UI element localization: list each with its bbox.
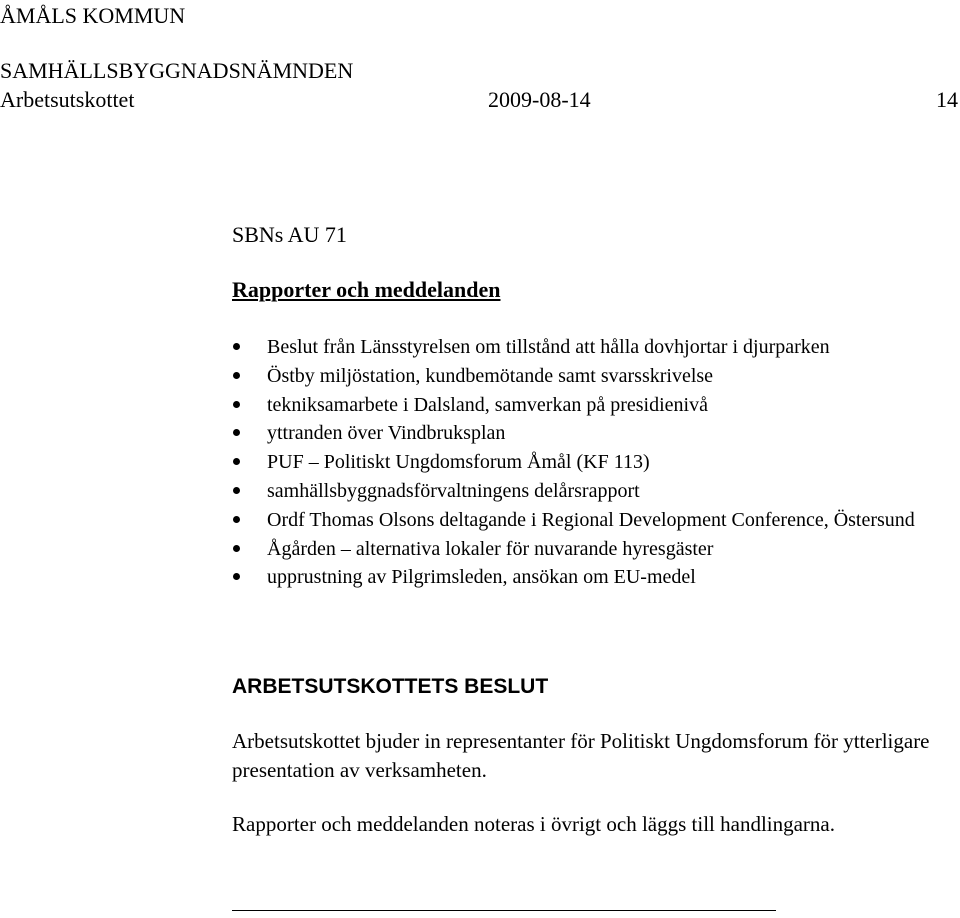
list-item [232, 362, 952, 391]
list-item-text: Beslut från Länsstyrelsen om tillstånd att hålla dovhjortar i djurparken [267, 336, 830, 358]
list-item [232, 419, 952, 448]
bullet-icon [233, 573, 240, 580]
bullet-icon [233, 458, 240, 465]
list-item-text: Östby miljöstation, kundbemötande samt svarsskrivelse [267, 364, 714, 387]
section-paragraph-id: SBNs AU 71 [232, 222, 347, 247]
bullet-icon [233, 401, 240, 408]
committee-name: Arbetsutskottet [0, 87, 135, 112]
list-item-text: yttranden över Vindbruksplan [267, 422, 506, 445]
list-item-text: samhällsbyggnadsförvaltningens delårsrapport [267, 479, 640, 502]
section-title: Rapporter och meddelanden [232, 277, 501, 302]
decision-paragraph: Arbetsutskottet bjuder in representanter för Politiskt Ungdomsforum för ytterligare presentation av verksamheten. [232, 729, 930, 782]
list-item [232, 391, 952, 420]
decision-paragraph: Rapporter och meddelanden noteras i övrigt och läggs till handlingarna. [232, 812, 835, 836]
list-item-text: Ågården – alternativa lokaler för nuvarande hyresgäster [267, 537, 714, 560]
bullet-icon [233, 372, 240, 379]
bullet-icon [233, 429, 240, 436]
list-item [232, 477, 952, 506]
municipality-name: ÅMÅLS KOMMUN [0, 3, 186, 28]
list-item [232, 563, 952, 592]
bullet-icon [233, 343, 240, 350]
decision-heading: ARBETSUTSKOTTETS BESLUT [232, 675, 549, 698]
meeting-date: 2009-08-14 [488, 87, 591, 112]
bullet-icon [233, 545, 240, 552]
list-item-text: Ordf Thomas Olsons deltagande i Regional Development Conference, Östersund [267, 508, 915, 531]
signature-line [232, 910, 776, 911]
list-item [232, 535, 952, 564]
bullet-icon [233, 487, 240, 494]
list-item [232, 506, 952, 535]
board-name: SAMHÄLLSBYGGNADSNÄMNDEN [0, 58, 354, 83]
list-item-text: upprustning av Pilgrimsleden, ansökan om EU-medel [267, 566, 696, 589]
list-item-text: tekniksamarbete i Dalsland, samverkan på presidienivå [267, 393, 708, 416]
list-item [232, 448, 952, 477]
bullet-icon [233, 516, 240, 523]
list-item [232, 333, 952, 362]
report-list [232, 333, 952, 592]
page-number: 14 [936, 87, 958, 112]
list-item-text: PUF – Politiskt Ungdomsforum Åmål (KF 113) [267, 451, 650, 474]
